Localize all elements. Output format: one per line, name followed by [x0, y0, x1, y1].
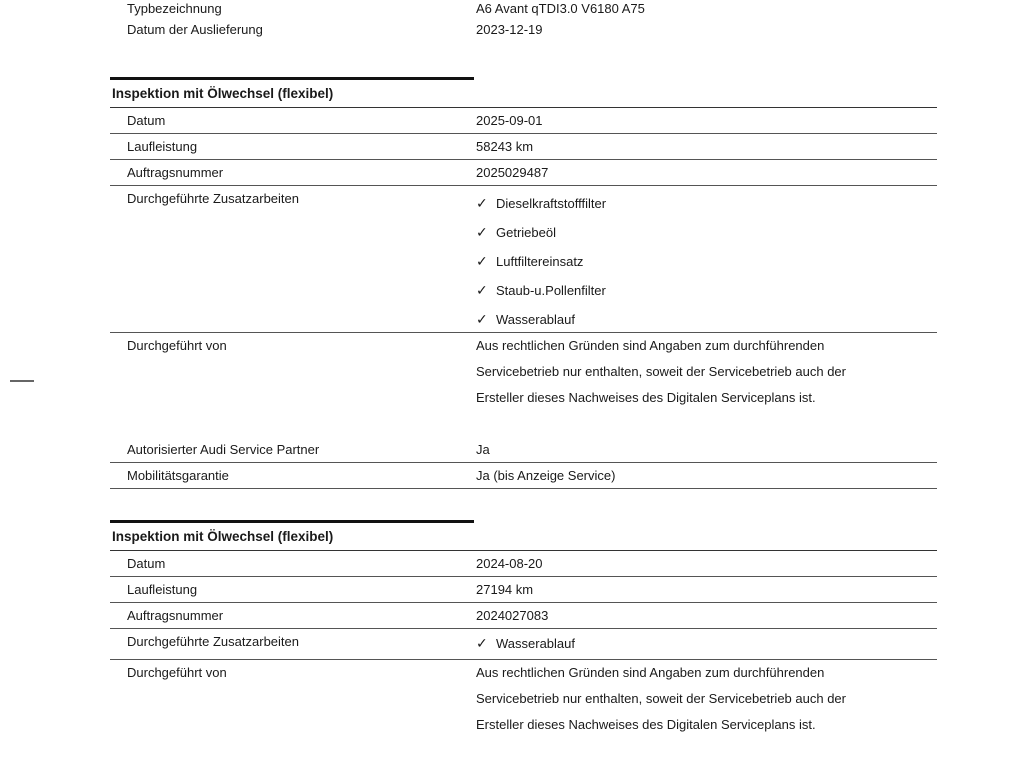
order-label: Auftragsnummer: [127, 165, 224, 180]
check-icon: ✓: [476, 635, 488, 651]
mobility-label: Mobilitätsgarantie: [127, 468, 229, 483]
delivery-date-label: Datum der Auslieferung: [127, 21, 263, 37]
order-value: 2025029487: [476, 165, 549, 180]
list-item: ✓ Staub-u.Pollenfilter: [476, 276, 937, 305]
vehicle-type-row: [110, 0, 937, 16]
list-item: ✓ Dieselkraftstofffilter: [476, 189, 937, 218]
extra-work-row: [110, 186, 937, 333]
list-item: ✓ Getriebeöl: [476, 218, 937, 247]
mileage-row: [110, 577, 937, 603]
order-value: 2024027083: [476, 608, 549, 623]
check-icon: ✓: [476, 311, 488, 327]
mileage-label: Laufleistung: [127, 582, 198, 597]
performed-by-label: Durchgeführt von: [127, 338, 227, 353]
order-row: [110, 603, 937, 629]
list-item: ✓ Wasserablauf: [476, 305, 937, 334]
performed-by-row: [110, 660, 937, 738]
mobility-row: [110, 463, 937, 489]
page-edge-mark: [10, 380, 34, 382]
partner-value: Ja: [476, 442, 490, 457]
date-label: Datum: [127, 556, 166, 571]
order-label: Auftragsnummer: [127, 608, 224, 623]
performed-by-label: Durchgeführt von: [127, 665, 227, 680]
service-section-2: [110, 523, 937, 738]
extra-work-label: Durchgeführte Zusatzarbeiten: [127, 634, 299, 649]
delivery-date-value: 2023-12-19: [476, 21, 543, 37]
section-title: Inspektion mit Ölwechsel (flexibel): [110, 523, 937, 551]
date-label: Datum: [127, 113, 166, 128]
vehicle-type-label: Typbezeichnung: [127, 1, 222, 16]
mileage-value: 27194 km: [476, 582, 534, 597]
date-value: 2024-08-20: [476, 556, 543, 571]
check-icon: ✓: [476, 224, 488, 240]
extra-work-list: [476, 629, 937, 659]
section-title: Inspektion mit Ölwechsel (flexibel): [110, 80, 937, 108]
check-icon: ✓: [476, 253, 488, 269]
vehicle-type-value: A6 Avant qTDI3.0 V6180 A75: [476, 1, 645, 16]
mileage-label: Laufleistung: [127, 139, 198, 154]
list-item: ✓ Luftfiltereinsatz: [476, 247, 937, 276]
check-icon: ✓: [476, 195, 488, 211]
mobility-value: Ja (bis Anzeige Service): [476, 468, 616, 483]
date-value: 2025-09-01: [476, 113, 543, 128]
extra-work-row: [110, 629, 937, 660]
partner-row: [110, 437, 937, 463]
extra-work-label: Durchgeführte Zusatzarbeiten: [127, 191, 299, 206]
performed-by-text: Aus rechtlichen Gründen sind Angaben zum durchführenden Servicebetrieb nur enthalten, soweit der Servicebetrieb auch der Ersteller dieses Nachweises des Digitalen Serviceplans ist.: [476, 665, 846, 732]
date-row: [110, 108, 937, 134]
mileage-row: [110, 134, 937, 160]
mileage-value: 58243 km: [476, 139, 534, 154]
date-row: [110, 551, 937, 577]
service-section-1: [110, 80, 937, 489]
performed-by-row: [110, 333, 937, 437]
partner-label: Autorisierter Audi Service Partner: [127, 442, 320, 457]
list-item: ✓ Wasserablauf: [476, 629, 937, 658]
performed-by-text: Aus rechtlichen Gründen sind Angaben zum durchführenden Servicebetrieb nur enthalten, soweit der Servicebetrieb auch der Ersteller dieses Nachweises des Digitalen Serviceplans ist.: [476, 338, 846, 405]
delivery-date-row: [110, 16, 937, 42]
vehicle-info: [110, 0, 937, 42]
order-row: [110, 160, 937, 186]
extra-work-list: [476, 186, 937, 332]
check-icon: ✓: [476, 282, 488, 298]
